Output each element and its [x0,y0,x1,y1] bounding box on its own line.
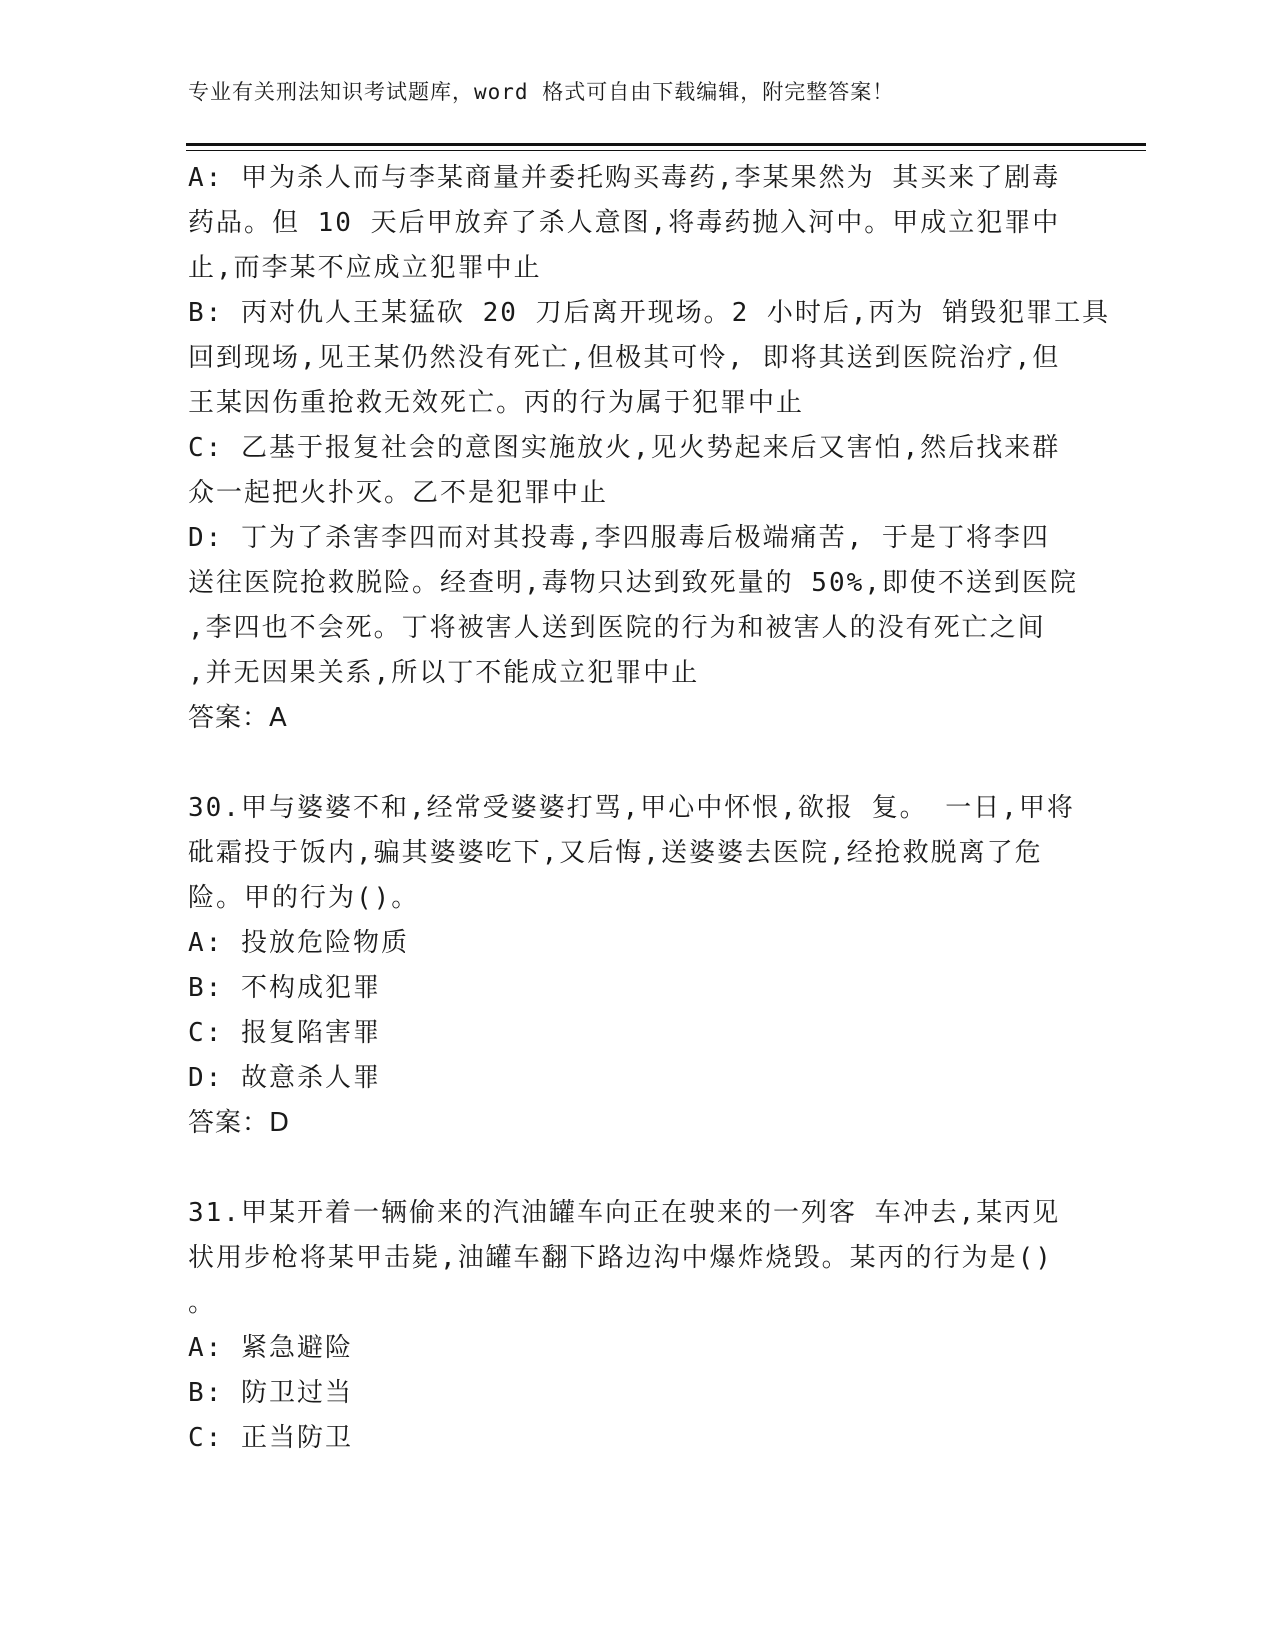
q29-option-a-line-2: 药品。但 10 天后甲放弃了杀人意图,将毒药抛入河中。甲成立犯罪中 [188,208,1061,238]
q29-option-d-line-2: 送往医院抢救脱险。经查明,毒物只达到致死量的 50%,即使不送到医院 [188,568,1078,598]
q30-option-b: B: 不构成犯罪 [188,973,381,1003]
q29-option-c-line-1: C: 乙基于报复社会的意图实施放火,见火势起来后又害怕,然后找来群 [188,433,1061,463]
q30-option-a: A: 投放危险物质 [188,928,409,958]
q31-stem-line-1: 31.甲某开着一辆偷来的汽油罐车向正在驶来的一列客 车冲去,某丙见 [188,1198,1061,1228]
header-rule-thick [186,143,1146,146]
question-29-options [188,156,1111,741]
q31-option-a: A: 紧急避险 [188,1333,353,1363]
q30-answer: 答案：D [188,1108,291,1138]
q29-option-c-line-2: 众一起把火扑灭。乙不是犯罪中止 [188,478,609,508]
q29-option-a-line-3: 止,而李某不应成立犯罪中止 [188,253,542,283]
question-31 [188,1191,1088,1461]
q30-stem-line-1: 30.甲与婆婆不和,经常受婆婆打骂,甲心中怀恨,欲报 复。 一日,甲将 [188,793,1075,823]
q30-option-c: C: 报复陷害罪 [188,1018,381,1048]
q29-option-b-line-1: B: 丙对仇人王某猛砍 20 刀后离开现场。2 小时后,丙为 销毁犯罪工具 [188,298,1111,328]
q31-stem-line-3: 。 [188,1288,217,1318]
q31-option-b: B: 防卫过当 [188,1378,353,1408]
q29-option-b-line-2: 回到现场,见王某仍然没有死亡,但极其可怜, 即将其送到医院治疗,但 [188,343,1061,373]
q30-option-d: D: 故意杀人罪 [188,1063,381,1093]
q29-option-d-line-1: D: 丁为了杀害李四而对其投毒,李四服毒后极端痛苦, 于是丁将李四 [188,523,1050,553]
q29-option-a-line-1: A: 甲为杀人而与李某商量并委托购买毒药,李某果然为 其买来了剧毒 [188,163,1061,193]
spacer [188,1146,1088,1191]
q29-option-d-line-3: ,李四也不会死。丁将被害人送到医院的行为和被害人的没有死亡之间 [188,613,1046,643]
q31-option-c: C: 正当防卫 [188,1423,353,1453]
document-body [188,156,1111,1461]
q29-option-b-line-3: 王某因伤重抢救无效死亡。丙的行为属于犯罪中止 [188,388,805,418]
q29-answer: 答案：A [188,703,288,733]
q31-stem-line-2: 状用步枪将某甲击毙,油罐车翻下路边沟中爆炸烧毁。某丙的行为是() [188,1243,1053,1273]
q30-stem-line-2: 砒霜投于饭内,骗其婆婆吃下,又后悔,送婆婆去医院,经抢救脱离了危 [188,838,1043,868]
q30-stem-line-3: 险。甲的行为()。 [188,883,420,913]
page-header: 专业有关刑法知识考试题库，word 格式可自由下载编辑，附完整答案！ [188,80,895,104]
header-rule-thin [186,150,1146,151]
spacer [188,741,1088,786]
q29-option-d-line-4: ,并无因果关系,所以丁不能成立犯罪中止 [188,658,700,688]
question-30 [188,786,1088,1146]
